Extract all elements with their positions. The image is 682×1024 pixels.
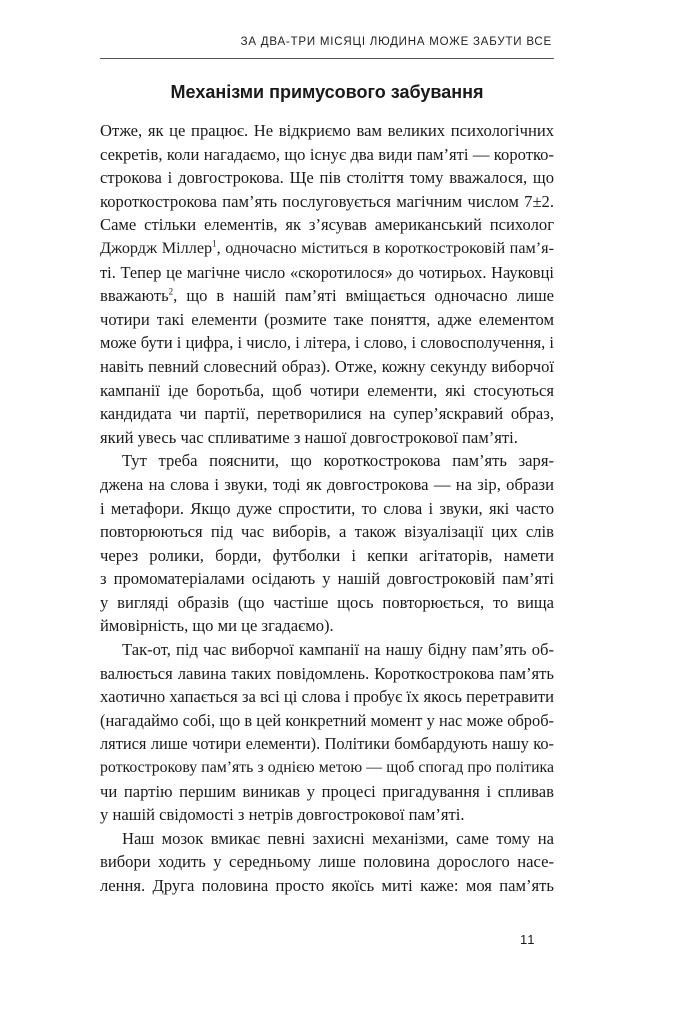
header-rule: [100, 58, 554, 59]
text-line: короткострокова пам’ять послуговується магічним числом 7±2.: [100, 191, 554, 211]
text-line: Джордж Міллер$^1$, одночасно міститься в короткостроковій пам’я-: [100, 238, 554, 257]
paragraph-2: [100, 449, 554, 638]
text-line: Саме стільки елементів, як з’ясував американський психолог: [100, 215, 554, 235]
text-line: Тут треба пояснити, що короткострокова пам’ять заря-: [122, 451, 554, 471]
text-line: Отже, як це працює. Не відкриємо вам великих психологічних: [100, 121, 554, 140]
text-line: ймовірність, що ми це згадаємо).: [100, 616, 334, 636]
text-line: чотири такі елементи (розмите таке поняття, адже елементом: [100, 309, 554, 329]
page-number: 11: [520, 932, 536, 947]
paragraph-3: [100, 638, 554, 827]
paragraph-4: [100, 827, 554, 898]
footnote-marker[interactable]: 2: [168, 286, 174, 297]
text-line: Наш мозок вмикає певні захисні механізми, саме тому на: [122, 828, 554, 848]
text-line: у нашій свідомості з нетрів довгострокової пам’яті.: [100, 805, 465, 825]
text-line: ті. Тепер це магічне число «скоротилося» до чотирьох. Науковці: [100, 262, 554, 282]
text-line: вважають$^2$, що в нашій пам’яті вміщається одночасно лише: [100, 286, 554, 306]
text-line: роткострокову пам’ять з однією метою — щоб спогад про політика: [100, 759, 554, 777]
text-line: чи партію першим виникав у процесі пригадування і спливав: [100, 781, 554, 801]
footnote-marker[interactable]: 1: [212, 238, 217, 249]
text-line: кандидата чи партії, перетворилися на супер’яскравий образ,: [100, 404, 554, 424]
body-text: [100, 119, 554, 898]
text-line: повторюються під час виборів, а також візуалізації цих слів: [100, 522, 554, 542]
paragraph-1: [100, 119, 554, 449]
text-line: хаотично хапається за всі ці слова і пробує їх якось перетравити: [100, 687, 554, 707]
text-line: Так-от, під час виборчої кампанії на нашу бідну пам’ять об-: [122, 640, 554, 660]
text-line: лення. Друга половина просто якоїсь миті каже: моя пам’ять: [100, 876, 554, 895]
text-line: секретів, коли нагадаємо, що існує два види пам’яті — коротко-: [100, 144, 554, 164]
text-line: джена на слова і звуки, тоді як довгострокова — на зір, образи: [100, 474, 554, 494]
text-line: і метафори. Якщо дуже спростити, то слова і звуки, які часто: [100, 498, 554, 518]
text-line: у вигляді образів (що частіше щось повторюється, то вища: [100, 592, 554, 612]
text-line: може бути і цифра, і число, і літера, і слово, і словосполучення, і: [100, 333, 554, 353]
text-line: вибори ходить у середньому лише половина дорослого насе-: [100, 852, 554, 872]
text-line: (нагадаймо собі, що в цей конкретний момент у нас може оброб-: [100, 710, 554, 730]
text-line: лятися лише чотири елементи). Політики бомбардують нашу ко-: [100, 734, 554, 754]
text-line: з промоматеріалами осідають у нашій довгостроковій пам’яті: [100, 569, 554, 589]
text-line: через ролики, борди, футболки і кепки агітаторів, намети: [100, 545, 554, 565]
text-line: валюється лавина таких повідомлень. Короткострокова пам’ять: [100, 663, 554, 683]
running-header: ЗА ДВА-ТРИ МІСЯЦІ ЛЮДИНА МОЖЕ ЗАБУТИ ВСЕ: [240, 36, 552, 48]
text-line: строкова і довгострокова. Ще пів століття тому вважалося, що: [100, 168, 554, 188]
text-line: який увесь час спливатиме з нашої довгострокової пам’яті.: [100, 427, 518, 447]
section-title: Механізми примусового забування: [170, 82, 484, 102]
text-line: кампанії іде боротьба, щоб чотири елементи, які стосуються: [100, 380, 554, 400]
text-line: навіть певний словесний образ). Отже, кожну секунду виборчої: [100, 356, 554, 376]
